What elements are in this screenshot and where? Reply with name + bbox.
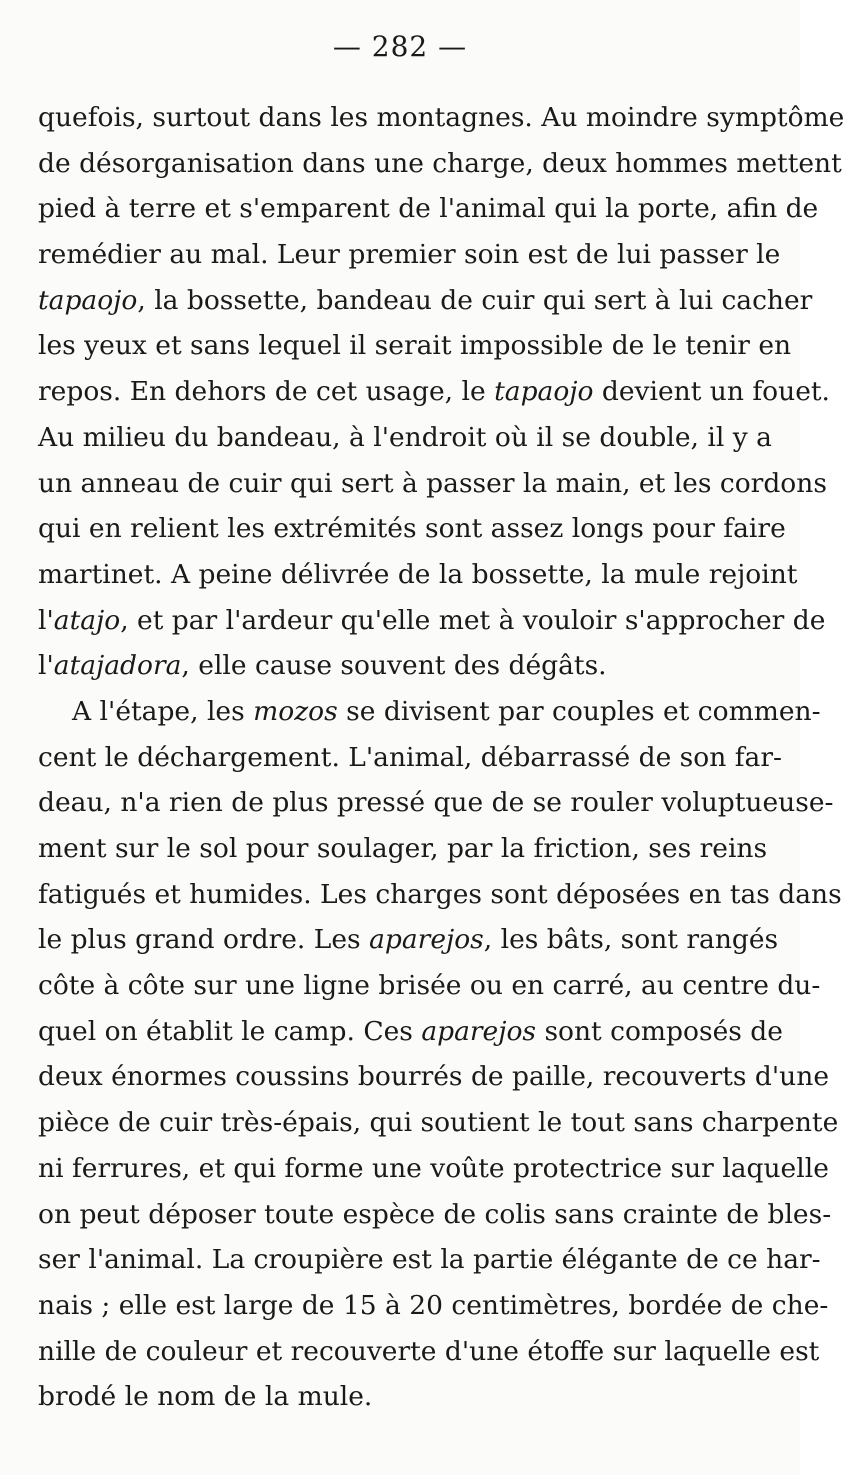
text-segment: remédier au mal. Leur premier soin est de lui passer le xyxy=(38,239,781,271)
italic-term: tapaojo xyxy=(494,376,594,408)
text-line xyxy=(38,1054,830,1100)
text-line xyxy=(38,369,830,415)
text-segment: , elle cause souvent des dégâts. xyxy=(181,650,607,682)
text-segment: repos. En dehors de cet usage, le xyxy=(38,376,495,408)
text-line xyxy=(38,1009,783,1055)
page-number: — 282 — xyxy=(332,30,468,63)
italic-term: atajadora xyxy=(53,650,182,682)
text-line xyxy=(38,95,844,141)
text-line xyxy=(38,1100,839,1146)
text-segment: les yeux et sans lequel il serait impossible de le tenir en xyxy=(38,330,792,362)
text-segment: fatigués et humides. Les charges sont déposées en tas dans xyxy=(38,878,842,910)
italic-term: aparejos xyxy=(369,924,484,956)
text-line xyxy=(38,415,772,461)
text-line xyxy=(38,1192,832,1238)
italic-term: tapaojo xyxy=(38,284,138,316)
text-line xyxy=(38,826,768,872)
text-segment: sont composés de xyxy=(536,1015,783,1047)
text-segment: , et par l'ardeur qu'elle met à vouloir s'approcher de xyxy=(120,604,826,636)
text-segment: on peut déposer toute espèce de colis sans crainte de bles- xyxy=(38,1198,832,1230)
text-segment: nais ; elle est large de 15 à 20 centimètres, bordée de che- xyxy=(38,1289,829,1321)
text-line xyxy=(38,1374,760,1420)
text-segment: ni ferrures, et qui forme une voûte protectrice sur laquelle xyxy=(38,1152,829,1184)
text-segment: quefois, surtout dans les montagnes. Au moindre symptôme xyxy=(38,102,844,133)
text-segment: un anneau de cuir qui sert à passer la main, et les cordons xyxy=(38,467,827,499)
text-segment: , la bossette, bandeau de cuir qui sert à lui cacher xyxy=(137,284,813,316)
text-line xyxy=(38,963,821,1009)
text-segment: brodé le nom de la mule. xyxy=(38,1381,373,1413)
text-line xyxy=(38,917,779,963)
text-segment: devient un fouet. xyxy=(593,376,830,408)
text-line xyxy=(38,643,760,689)
text-line xyxy=(38,1329,820,1375)
text-segment: deux énormes coussins bourrés de paille, recouverts d'une xyxy=(38,1061,830,1093)
text-segment: deau, n'a rien de plus pressé que de se rouler voluptueuse- xyxy=(38,787,834,819)
text-segment: ser l'animal. La croupière est la partie élégante de ce har- xyxy=(38,1244,821,1276)
text-segment: martinet. A peine délivrée de la bossette, la mule rejoint xyxy=(38,558,798,590)
text-line xyxy=(38,506,786,552)
italic-term: mozos xyxy=(253,695,338,727)
text-line xyxy=(38,323,792,369)
text-segment: de désorganisation dans une charge, deux hommes mettent xyxy=(38,147,842,179)
text-segment: se divisent par couples et commen- xyxy=(337,695,821,727)
text-segment: pièce de cuir très-épais, qui soutient le tout sans charpente xyxy=(38,1107,839,1139)
text-line xyxy=(38,278,813,324)
text-segment: l' xyxy=(38,604,54,636)
text-line xyxy=(38,552,798,598)
text-segment: A l'étape, les xyxy=(72,695,254,727)
text-line xyxy=(38,232,781,278)
text-line xyxy=(38,1237,821,1283)
italic-term: aparejos xyxy=(421,1015,537,1047)
text-segment: ment sur le sol pour soulager, par la friction, ses reins xyxy=(38,833,768,864)
italic-term: atajo xyxy=(53,604,121,636)
text-line xyxy=(38,141,842,187)
text-segment: l' xyxy=(38,650,54,682)
text-segment: côte à côte sur une ligne brisée ou en carré, au centre du- xyxy=(38,970,821,1002)
text-segment: pied à terre et s'emparent de l'animal qui la porte, afin de xyxy=(38,193,819,225)
text-segment: le plus grand ordre. Les xyxy=(38,924,370,956)
text-line xyxy=(38,461,827,507)
text-segment: cent le déchargement. L'animal, débarrassé de son far- xyxy=(38,741,782,773)
text-line xyxy=(38,1146,829,1192)
text-line xyxy=(38,780,834,826)
text-segment: Au milieu du bandeau, à l'endroit où il se double, il y a xyxy=(38,421,772,453)
text-line xyxy=(38,689,821,735)
text-line xyxy=(38,735,782,781)
body-text xyxy=(38,95,844,1420)
text-line xyxy=(38,1283,829,1329)
text-segment: qui en relient les extrémités sont assez longs pour faire xyxy=(38,513,786,545)
text-segment: nille de couleur et recouverte d'une étoffe sur laquelle est xyxy=(38,1335,820,1367)
text-line xyxy=(38,872,842,918)
text-segment: quel on établit le camp. Ces xyxy=(38,1015,422,1047)
text-line xyxy=(38,598,826,644)
text-line xyxy=(38,186,819,232)
text-segment: , les bâts, sont rangés xyxy=(483,924,779,956)
